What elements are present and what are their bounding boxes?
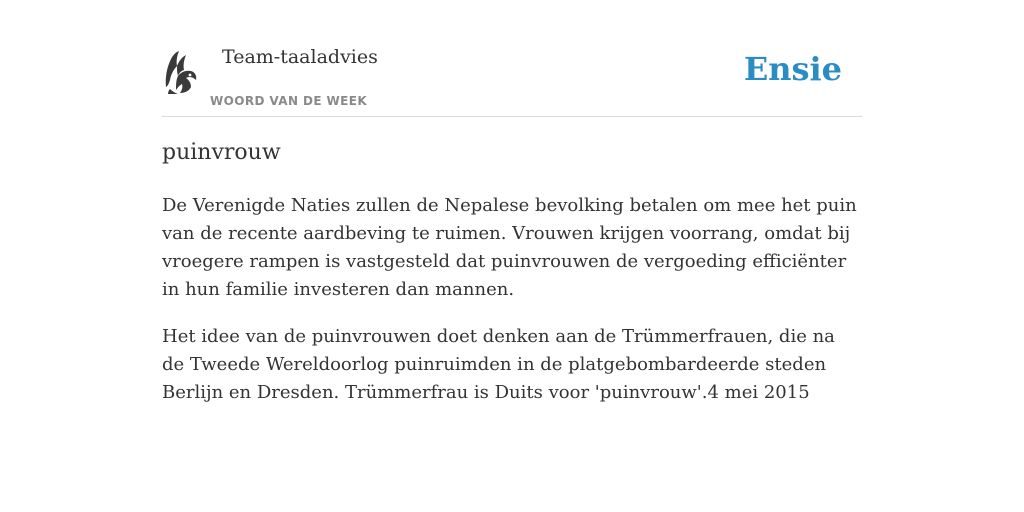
header	[162, 40, 862, 117]
article-paragraph: Het idee van de puinvrouwen doet denken aan de Trümmerfrauen, die na de Tweede Wereldoorlog puinruimden in de platgebombardeerde steden Berlijn en Dresden. Trümmerfrau is Duits voor 'puinvrouw'.4 mei 2015	[162, 326, 835, 403]
org-name[interactable]: Team-taaladvies	[222, 46, 378, 68]
page-title: puinvrouw	[162, 140, 281, 165]
section-subtitle: WOORD VAN DE WEEK	[210, 94, 368, 108]
lion-logo-icon	[162, 49, 198, 95]
brand-logo[interactable]: Ensie	[743, 50, 842, 88]
article-paragraph: De Verenigde Naties zullen de Nepalese bevolking betalen om mee het puin van de recente aardbeving te ruimen. Vrouwen krijgen voorrang, omdat bij vroegere rampen is vastgesteld dat puinvrouwen de vergoeding efficiënter in hun familie investeren dan mannen.	[162, 195, 857, 300]
